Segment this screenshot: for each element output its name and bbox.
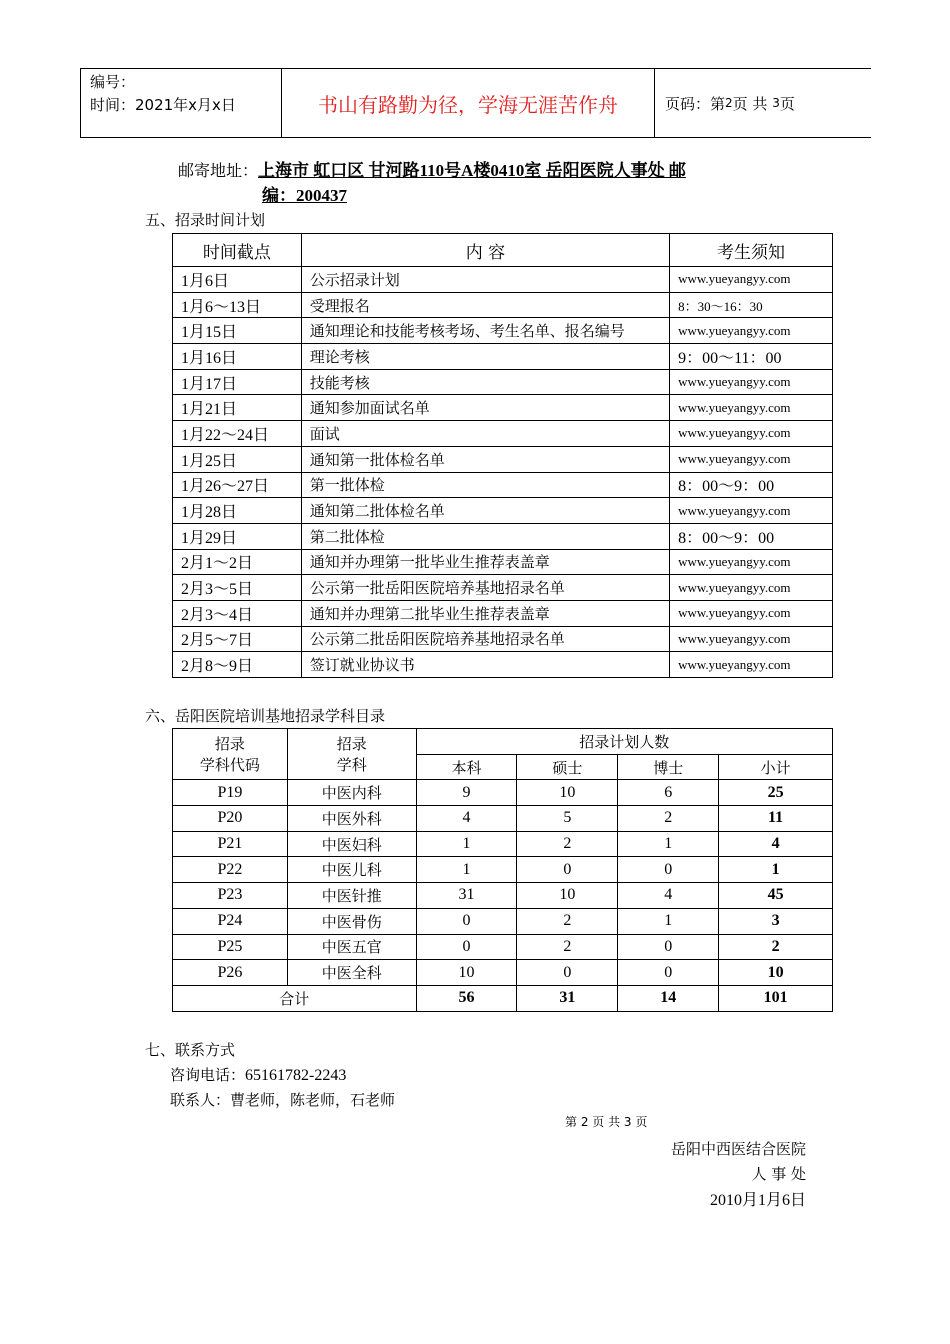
table-row: 1月25日 通知第一批体检名单 www.yueyangyy.com [173, 446, 833, 472]
header-plan: 招录计划人数 [416, 729, 832, 755]
table-row: P25 中医五官 0 2 0 2 [173, 934, 833, 960]
section5-title: 五、招录时间计划 [145, 211, 266, 229]
table-row: 1月16日 理论考核 9：00～11：00 [173, 344, 833, 370]
table-row: 2月5～7日 公示第二批岳阳医院培养基地招录名单 www.yueyangyy.com [173, 626, 833, 652]
table-row: 1月22～24日 面试 www.yueyangyy.com [173, 421, 833, 447]
address-label: 邮寄地址： [178, 161, 259, 180]
header-subject: 招录 学科 [287, 729, 416, 780]
address-line2: 编：200437 [262, 186, 347, 205]
header-box [80, 68, 871, 138]
signature-dept: 人 事 处 [751, 1165, 806, 1183]
table-row: P22 中医儿科 1 0 0 1 [173, 857, 833, 883]
table-row: 2月8～9日 签订就业协议书 www.yueyangyy.com [173, 652, 833, 678]
contact-persons: 联系人：曹老师，陈老师，石老师 [170, 1091, 396, 1109]
total-row [173, 985, 833, 1011]
time-label: 时间：2021年x月x日 [90, 96, 236, 114]
table-row: P19 中医内科 9 10 6 25 [173, 780, 833, 806]
motto-text: 书山有路勤为径，学海无涯苦作舟 [318, 92, 618, 117]
consult-phone: 咨询电话：65161782-2243 [170, 1066, 347, 1084]
table-row: 1月28日 通知第二批体检名单 www.yueyangyy.com [173, 498, 833, 524]
schedule-header-date: 时间截点 [173, 234, 302, 267]
page-footer-indicator: 第 2 页 共 3 页 [565, 1115, 648, 1129]
table-row: 1月15日 通知理论和技能考核考场、考生名单、报名编号 www.yueyangyy.com [173, 318, 833, 344]
total-all: 101 [719, 985, 833, 1011]
table-row: P24 中医骨伤 0 2 1 3 [173, 908, 833, 934]
table-row: 2月3～5日 公示第一批岳阳医院培养基地招录名单 www.yueyangyy.com [173, 575, 833, 601]
table-row: 1月17日 技能考核 www.yueyangyy.com [173, 369, 833, 395]
total-label: 合计 [173, 985, 417, 1011]
header-meta [81, 69, 282, 137]
table-row: 1月6～13日 受理报名 8：30～16：30 [173, 292, 833, 318]
schedule-header-note: 考生须知 [670, 234, 833, 267]
table-row: 1月6日 公示招录计划 www.yueyangyy.com [173, 267, 833, 293]
schedule-table [172, 233, 833, 678]
mailing-address [178, 158, 818, 208]
section7-title: 七、联系方式 [145, 1041, 236, 1059]
header-subtotal: 小计 [719, 754, 833, 780]
total-doctor: 14 [618, 985, 719, 1011]
total-master: 31 [517, 985, 618, 1011]
signature-date: 2010月1月6日 [709, 1192, 806, 1209]
table-row: P23 中医针推 31 10 4 45 [173, 883, 833, 909]
header-doctor: 博士 [618, 754, 719, 780]
table-row: 2月3～4日 通知并办理第二批毕业生推荐表盖章 www.yueyangyy.com [173, 600, 833, 626]
schedule-header-content: 内 容 [301, 234, 669, 267]
table-row: 2月1～2日 通知并办理第一批毕业生推荐表盖章 www.yueyangyy.com [173, 549, 833, 575]
table-row: P26 中医全科 10 0 0 10 [173, 960, 833, 986]
header-master: 硕士 [517, 754, 618, 780]
discipline-table [172, 728, 833, 1012]
table-row: P20 中医外科 4 5 2 11 [173, 806, 833, 832]
header-bachelor: 本科 [416, 754, 517, 780]
signature-org: 岳阳中西医结合医院 [670, 1140, 806, 1158]
code-label: 编号： [90, 73, 136, 91]
table-row: 1月26～27日 第一批体检 8：00～9：00 [173, 472, 833, 498]
address-line1: 上海市 虹口区 甘河路110号A楼0410室 岳阳医院人事处 邮 [258, 161, 686, 180]
table-row: 1月29日 第二批体检 8：00～9：00 [173, 523, 833, 549]
section6-title: 六、岳阳医院培训基地招录学科目录 [145, 707, 386, 725]
motto [282, 69, 655, 137]
header-code: 招录 学科代码 [173, 729, 288, 780]
table-row: P21 中医妇科 1 2 1 4 [173, 831, 833, 857]
table-row: 1月21日 通知参加面试名单 www.yueyangyy.com [173, 395, 833, 421]
total-bachelor: 56 [416, 985, 517, 1011]
page-indicator: 页码：第 2 页 共 3 页 [665, 94, 795, 113]
